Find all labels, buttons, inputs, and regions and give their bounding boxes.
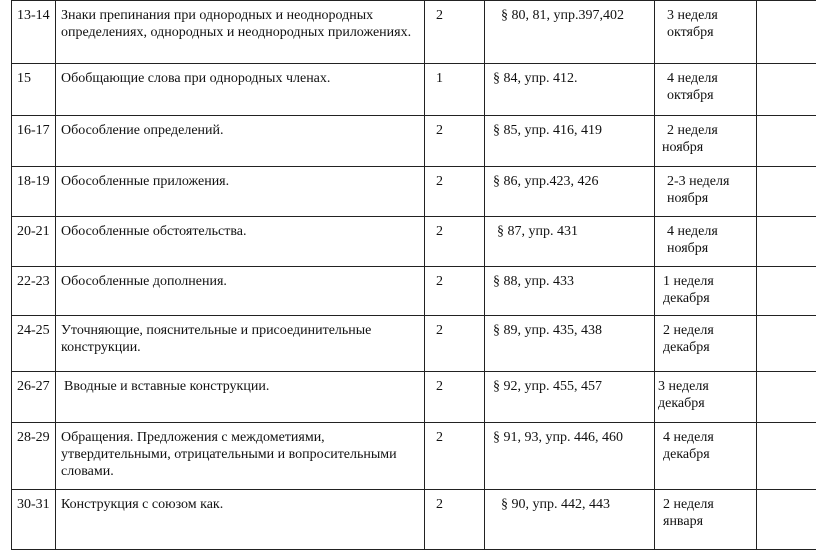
lesson-topic: Уточняющие, пояснительные и присоединительные конструкции.: [56, 316, 425, 372]
date-week: 3 неделя: [667, 7, 752, 24]
lesson-homework: § 91, 93, упр. 446, 460: [485, 423, 655, 490]
lesson-number: 28-29: [12, 423, 56, 490]
table-row: [12, 1, 816, 64]
lesson-number: 30-31: [12, 490, 56, 550]
lesson-hours: 2: [425, 423, 485, 490]
date-month: октября: [667, 87, 752, 104]
notes-cell: [757, 217, 816, 267]
date-month: января: [663, 513, 752, 530]
table-row: [12, 64, 816, 116]
lesson-homework: § 85, упр. 416, 419: [485, 116, 655, 167]
lesson-date: [655, 217, 757, 267]
notes-cell: [757, 423, 816, 490]
lesson-topic: Обособление определений.: [56, 116, 425, 167]
lesson-homework: § 90, упр. 442, 443: [485, 490, 655, 550]
date-week: 3 неделя: [658, 378, 752, 395]
lesson-topic: Обращения. Предложения с междометиями, утвердительными, отрицательными и вопросительными словами.: [56, 423, 425, 490]
table-row: [12, 116, 816, 167]
lesson-number: 22-23: [12, 267, 56, 316]
notes-cell: [757, 116, 816, 167]
lesson-hours: 2: [425, 1, 485, 64]
date-month: ноября: [667, 190, 752, 207]
notes-cell: [757, 64, 816, 116]
lesson-homework: § 86, упр.423, 426: [485, 167, 655, 217]
lesson-date: [655, 64, 757, 116]
lesson-number: 24-25: [12, 316, 56, 372]
lesson-date: [655, 167, 757, 217]
date-month: декабря: [663, 290, 752, 307]
date-week: 4 неделя: [663, 429, 752, 446]
lesson-topic: Знаки препинания при однородных и неоднородных определениях, однородных и неоднородных приложениях.: [56, 1, 425, 64]
date-week: 4 неделя: [667, 223, 752, 240]
date-month: декабря: [663, 339, 752, 356]
lesson-topic: Конструкция с союзом как.: [56, 490, 425, 550]
notes-cell: [757, 267, 816, 316]
date-month: декабря: [663, 446, 752, 463]
date-week: 2 неделя: [663, 322, 752, 339]
lesson-hours: 2: [425, 267, 485, 316]
notes-cell: [757, 316, 816, 372]
lesson-number: 15: [12, 64, 56, 116]
table-row: [12, 217, 816, 267]
lesson-plan-table: [11, 0, 816, 550]
lesson-hours: 2: [425, 116, 485, 167]
lesson-topic: Обособленные обстоятельства.: [56, 217, 425, 267]
table-row: [12, 267, 816, 316]
notes-cell: [757, 1, 816, 64]
lesson-hours: 1: [425, 64, 485, 116]
notes-cell: [757, 167, 816, 217]
lesson-topic: Обобщающие слова при однородных членах.: [56, 64, 425, 116]
table-row: [12, 167, 816, 217]
date-month: ноября: [662, 139, 752, 156]
lesson-hours: 2: [425, 316, 485, 372]
lesson-hours: 2: [425, 167, 485, 217]
lesson-homework: § 88, упр. 433: [485, 267, 655, 316]
date-week: 2 неделя: [667, 122, 752, 139]
lesson-homework: § 87, упр. 431: [485, 217, 655, 267]
date-week: 2-3 неделя: [667, 173, 752, 190]
date-month: ноября: [667, 240, 752, 257]
lesson-number: 16-17: [12, 116, 56, 167]
lesson-date: [655, 116, 757, 167]
lesson-hours: 2: [425, 372, 485, 423]
table-row: [12, 423, 816, 490]
lesson-topic: Вводные и вставные конструкции.: [56, 372, 425, 423]
lesson-date: [655, 423, 757, 490]
lesson-date: [655, 372, 757, 423]
lesson-hours: 2: [425, 490, 485, 550]
table-row: [12, 372, 816, 423]
lesson-date: [655, 1, 757, 64]
lesson-homework: § 80, 81, упр.397,402: [485, 1, 655, 64]
lesson-number: 13-14: [12, 1, 56, 64]
lesson-number: 26-27: [12, 372, 56, 423]
date-week: 2 неделя: [663, 496, 752, 513]
lesson-homework: § 89, упр. 435, 438: [485, 316, 655, 372]
date-week: 1 неделя: [663, 273, 752, 290]
lesson-homework: § 92, упр. 455, 457: [485, 372, 655, 423]
date-month: декабря: [658, 395, 752, 412]
lesson-topic: Обособленные приложения.: [56, 167, 425, 217]
lesson-hours: 2: [425, 217, 485, 267]
lesson-date: [655, 316, 757, 372]
lesson-homework: § 84, упр. 412.: [485, 64, 655, 116]
lesson-number: 20-21: [12, 217, 56, 267]
lesson-number: 18-19: [12, 167, 56, 217]
table-row: [12, 316, 816, 372]
lesson-date: [655, 267, 757, 316]
lesson-topic: Обособленные дополнения.: [56, 267, 425, 316]
date-month: октября: [667, 24, 752, 41]
notes-cell: [757, 372, 816, 423]
date-week: 4 неделя: [667, 70, 752, 87]
